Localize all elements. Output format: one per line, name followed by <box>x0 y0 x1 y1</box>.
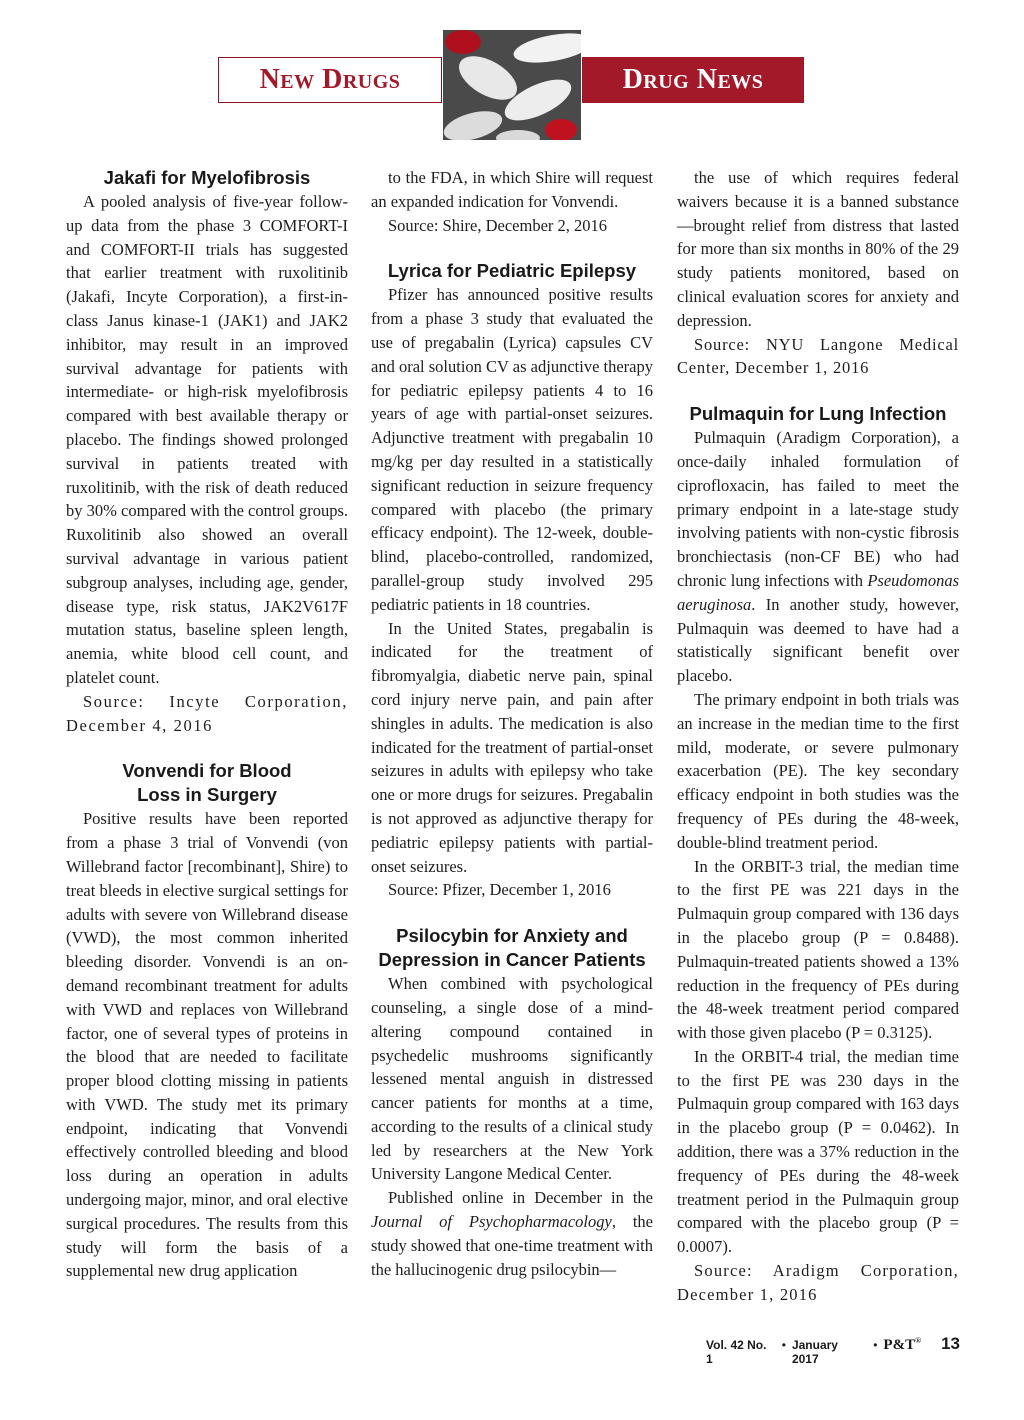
footer-date: January 2017 <box>791 1338 838 1366</box>
paragraph-pulmaquin <box>677 426 959 688</box>
heading-pulmaquin: Pulmaquin for Lung Infection <box>689 403 947 425</box>
paragraph-vonvendi-cont: to the FDA, in which Shire will request an expanded indication for Vonvendi. <box>371 168 653 211</box>
paragraph-pulmaquin-endpoint: The primary endpoint in both trials was an increase in the median time to the first mild, moderate, or severe pulmonary exacerbation (PE). The key secondary efficacy endpoint in both studies was the frequency of PEs during the 48-week, double-blind treatment period. <box>677 689 959 852</box>
heading-psilocybin-line1: Psilocybin for Anxiety and <box>396 925 628 947</box>
heading-jakafi: Jakafi for Myelofibrosis <box>103 167 311 188</box>
paragraph-vonvendi: Positive results have been reported from a phase 3 trial of Vonvendi (von Willebrand factor [recombinant], Shire) to treat bleeds in elective surgical settings for adults with severe von Willebrand disease (VWD), the most common inherited bleeding disorder. Vonvendi is an on-demand recombinant treatment for adults with VWD and replaces von Willebrand factor, one of several types of proteins in the blood that are needed to facilitate proper blood clotting missing in patients with VWD. The study met its primary endpoint, indicating that Vonvendi effectively controlled bleeding and blood loss during an operation in adults undergoing major, minor, and oral elective surgical procedures. The results from this study will form the basis of a supplemental new drug application <box>66 809 348 1281</box>
heading-psilocybin <box>371 924 653 972</box>
page-footer <box>706 1334 960 1366</box>
paragraph-orbit4: In the ORBIT-4 trial, the median time to the first PE was 230 days in the Pulmaquin group compared with 163 days in the placebo group (P = 0.0462). In addition, there was a 37% reduction in the frequency of PEs during the 48-week treatment period in the Pulmaquin group compared with the placebo group (P = 0.0007). <box>677 1046 959 1257</box>
page-number: 13 <box>941 1334 960 1353</box>
page-banner <box>0 0 1024 150</box>
pills-illustration <box>443 30 581 140</box>
column-1 <box>66 166 348 1283</box>
source-incyte: Source: Incyte Corporation, December 4, 2016 <box>66 691 348 735</box>
pulmaquin-text-b: . In another study, however, Pulmaquin was deemed to have had a statistically significant benefit over placebo. <box>677 594 959 686</box>
footer-journal <box>883 1336 921 1354</box>
species-name: Pseudomonas aeruginosa <box>677 570 959 614</box>
heading-vonvendi <box>66 759 348 807</box>
source-nyu: Source: NYU Langone Medical Center, December 1, 2016 <box>677 334 959 378</box>
drug-news-label: Drug News <box>622 64 764 95</box>
pulmaquin-text-a: Pulmaquin (Aradigm Corporation), a once-daily inhaled formulation of ciprofloxacin, has failed to meet the primary endpoint in a late-stage study involving patients with non-cystic fibrosis bronchiectasis (non-CF BE) who had chronic lung infections with <box>677 428 959 590</box>
journal-name: Journal of Psychopharmacology <box>371 1212 612 1232</box>
column-3 <box>677 166 959 1307</box>
column-2 <box>371 166 653 1281</box>
paragraph-orbit3: In the ORBIT-3 trial, the median time to the first PE was 221 days in the Pulmaquin group compared with 136 days in the placebo group (P = 0.8488). Pulmaquin-treated patients showed a 13% reduction in the frequency of PEs during the 48-week treatment period compared with those given placebo (P = 0.3125). <box>677 856 959 1043</box>
paragraph-lyrica: Pfizer has announced positive results from a phase 3 study that evaluated the use of pregabalin (Lyrica) capsules CV and oral solution CV as adjunctive therapy for pediatric epilepsy patients 4 to 16 years of age with partial-onset seizures. Adjunctive treatment with pregabalin 10 mg/kg per day resulted in a statistically significant reduction in seizure frequency compared with placebo (the primary efficacy endpoint). The 12-week, double-blind, placebo-controlled, randomized, parallel-group study involved 295 pediatric patients in 18 countries. <box>371 285 653 614</box>
source-pfizer: Source: Pfizer, December 1, 2016 <box>388 880 611 900</box>
pills-photo <box>443 30 581 140</box>
paragraph-psilocybin: When combined with psychological counseling, a single dose of a mind-altering compound contained in psychedelic mushrooms significantly lessened mental anguish in distressed cancer patients for months at a time, according to the results of a clinical study led by researchers at the New York University Langone Medical Center. <box>371 974 653 1184</box>
heading-lyrica: Lyrica for Pediatric Epilepsy <box>387 260 637 282</box>
psilocybin-published-text-a: Published online in December in the <box>388 1188 653 1208</box>
heading-vonvendi-line2: Loss in Surgery <box>137 784 277 806</box>
paragraph-psilocybin-cont: the use of which requires federal waivers because it is a banned substance—brought relief from distress that lasted for more than six months in 80% of the 29 study patients monitored, based on clinical evaluation scores for anxiety and depression. <box>677 168 959 330</box>
paragraph-jakafi: A pooled analysis of five-year follow-up data from the phase 3 COMFORT-I and COMFORT-II trials has suggested that earlier treatment with ruxolitinib (Jakafi, Incyte Corporation), a first-in-class Janus kinase-1 (JAK1) and JAK2 inhibitor, may result in an improved survival advantage for patients with intermediate- or high-risk myelofibrosis compared with best available therapy or placebo. The findings showed prolonged survival in patients treated with ruxolitinib, with the risk of death reduced by 30% compared with the control groups. Ruxolitinib also showed an overall survival advantage in various patient subgroup analyses, including age, gender, disease type, risk status, JAK2V617F mutation status, baseline spleen length, anemia, white blood cell count, and platelet count. <box>66 192 348 687</box>
footer-separator-2: • <box>873 1338 878 1352</box>
source-shire: Source: Shire, December 2, 2016 <box>388 215 608 235</box>
new-drugs-label-box <box>218 57 442 103</box>
heading-psilocybin-line2: Depression in Cancer Patients <box>378 949 646 971</box>
psilocybin-published-text-b: , the study showed that one-time treatment with the hallucinogenic drug psilocybin— <box>371 1212 653 1279</box>
paragraph-lyrica-indications: In the United States, pregabalin is indicated for the treatment of fibromyalgia, diabetic nerve pain, spinal cord injury nerve pain, and pain after shingles in adults. The medication is also indicated for the treatment of partial-onset seizures in adults with epilepsy who take one or more drugs for seizures. Pregabalin is not approved as adjunctive therapy for pediatric epilepsy patients with partial-onset seizures. <box>371 618 653 876</box>
footer-journal-name: P&T <box>883 1337 916 1353</box>
drug-news-label-box <box>582 57 804 103</box>
footer-separator-1: • <box>781 1338 786 1352</box>
footer-registered-mark: ® <box>915 1336 922 1345</box>
paragraph-psilocybin-published <box>371 1186 653 1281</box>
footer-volume: Vol. 42 No. 1 <box>706 1338 767 1366</box>
new-drugs-label: New Drugs <box>259 64 401 95</box>
source-aradigm: Source: Aradigm Corporation, December 1, 2016 <box>677 1261 959 1304</box>
heading-vonvendi-line1: Vonvendi for Blood <box>122 760 292 782</box>
